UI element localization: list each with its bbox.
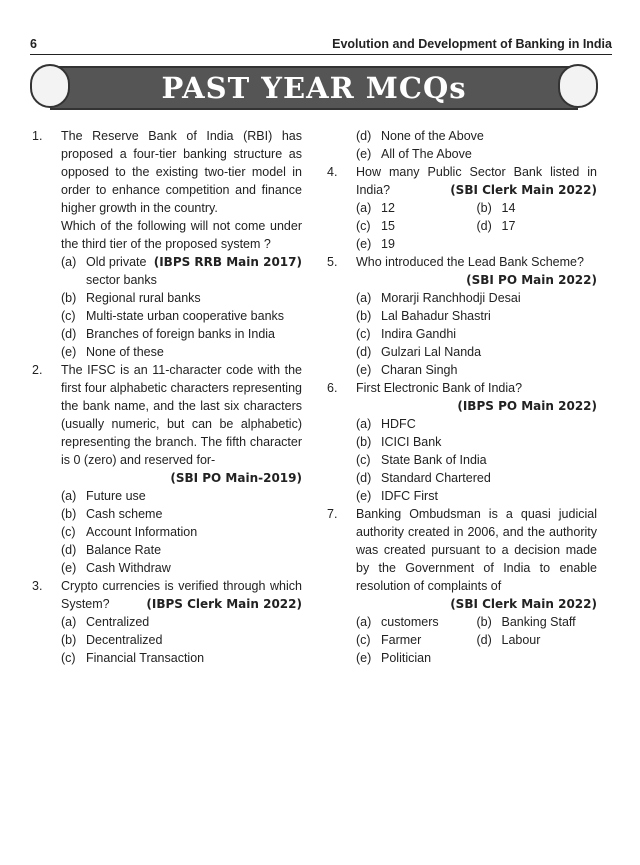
option-c: (c) 15 bbox=[356, 219, 395, 233]
question-text bbox=[61, 577, 302, 613]
option-b: (b) Decentralized bbox=[61, 633, 163, 647]
question-number: 5. bbox=[327, 255, 338, 269]
question-source: (SBI PO Main 2022) bbox=[466, 273, 597, 287]
page-number: 6 bbox=[30, 37, 37, 51]
option-a: (a) Morarji Ranchhodji Desai bbox=[356, 291, 521, 305]
option-b: (b) Cash scheme bbox=[61, 507, 163, 521]
option-b: (b) 14 bbox=[476, 201, 516, 215]
option-e: (e) 19 bbox=[356, 237, 395, 251]
options-grid bbox=[356, 613, 597, 667]
question-4 bbox=[325, 163, 597, 253]
question-7 bbox=[325, 505, 597, 667]
question-5 bbox=[325, 253, 597, 379]
question-1 bbox=[30, 127, 302, 361]
question-text: The Reserve Bank of India (RBI) has proposed a four-tier banking structure as opposed to the existing two-tier model in order to enhance competition and finance higher growth in the country. bbox=[61, 129, 302, 215]
option-c: (c) Financial Transaction bbox=[61, 651, 205, 665]
option-d: (d) Balance Rate bbox=[61, 543, 162, 557]
banner-left-cap bbox=[30, 64, 70, 108]
option-b: (b) Regional rural banks bbox=[61, 291, 201, 305]
option-b: (b) Banking Staff bbox=[476, 615, 576, 629]
option-d: (d) None of the Above bbox=[356, 129, 484, 143]
option-a: (a) Future use bbox=[61, 489, 146, 503]
question-3-continued bbox=[325, 127, 597, 163]
option-e: (e) Cash Withdraw bbox=[61, 561, 171, 575]
option-c: (c) Indira Gandhi bbox=[356, 327, 457, 341]
option-c: (c) Farmer bbox=[356, 633, 422, 647]
question-6 bbox=[325, 379, 597, 505]
question-source: (SBI PO Main-2019) bbox=[170, 471, 302, 485]
option-e: (e) Politician bbox=[356, 651, 432, 665]
question-text: First Electronic Bank of India? bbox=[356, 381, 523, 395]
question-source: (IBPS PO Main 2022) bbox=[457, 399, 597, 413]
option-e: (e) IDFC First bbox=[356, 489, 438, 503]
question-prompt-text: Which of the following will not come under the third tier of the proposed system ? bbox=[61, 219, 302, 251]
question-number: 7. bbox=[327, 507, 338, 521]
option-d: (d) 17 bbox=[476, 219, 516, 233]
option-c: (c) State Bank of India bbox=[356, 453, 487, 467]
option-d: (d) Labour bbox=[476, 633, 541, 647]
banner-title: PAST YEAR MCQs bbox=[161, 71, 467, 105]
question-text: How many Public Sector Bank listed in India? bbox=[356, 165, 597, 197]
option-e: (e) None of these bbox=[61, 345, 164, 359]
option-d: (d) Standard Chartered bbox=[356, 471, 491, 485]
question-2 bbox=[30, 361, 302, 577]
chapter-title: Evolution and Development of Banking in India bbox=[332, 37, 612, 51]
option-b: (b) Lal Bahadur Shastri bbox=[356, 309, 491, 323]
option-c: (c) Multi-state urban cooperative banks bbox=[61, 309, 285, 323]
right-column bbox=[325, 127, 597, 667]
options-grid bbox=[356, 199, 597, 253]
question-source: (SBI Clerk Main 2022) bbox=[450, 183, 597, 197]
banner-bar bbox=[50, 66, 578, 110]
left-column bbox=[30, 127, 302, 667]
option-a: (a) Centralized bbox=[61, 615, 150, 629]
option-a: (a) customers bbox=[356, 615, 439, 629]
question-source: (IBPS Clerk Main 2022) bbox=[146, 597, 302, 611]
page-header bbox=[30, 36, 612, 55]
question-number: 4. bbox=[327, 165, 338, 179]
section-banner bbox=[30, 64, 598, 108]
option-d: (d) Gulzari Lal Nanda bbox=[356, 345, 482, 359]
question-3 bbox=[30, 577, 302, 667]
question-number: 1. bbox=[32, 129, 43, 143]
option-b: (b) ICICI Bank bbox=[356, 435, 442, 449]
option-e: (e) Charan Singh bbox=[356, 363, 458, 377]
option-e: (e) All of The Above bbox=[356, 147, 472, 161]
question-number: 3. bbox=[32, 579, 43, 593]
question-number: 6. bbox=[327, 381, 338, 395]
option-a: (a) Old private sector banks bbox=[61, 255, 157, 287]
option-d: (d) Branches of foreign banks in India bbox=[61, 327, 276, 341]
option-a: (a) 12 bbox=[356, 201, 395, 215]
question-number: 2. bbox=[32, 363, 43, 377]
question-prompt bbox=[61, 217, 302, 269]
question-source: (SBI Clerk Main 2022) bbox=[450, 597, 597, 611]
banner-right-cap bbox=[558, 64, 598, 108]
question-text-body: Crypto currencies is verified through which System? bbox=[61, 579, 302, 611]
question-source: (IBPS RRB Main 2017) bbox=[153, 255, 302, 269]
question-text: Banking Ombudsman is a quasi judicial authority created in 2006, and the authority was created pursuant to a decision made by the Government of India to enable resolution of complaints of bbox=[356, 507, 597, 593]
question-text: Who introduced the Lead Bank Scheme? bbox=[356, 255, 584, 269]
option-a: (a) HDFC bbox=[356, 417, 416, 431]
question-text: The IFSC is an 11-character code with the first four alphabetic characters representing the bank name, and the last six characters (usually numeric, but can be alphabetic) representing the branch. The fifth character is 0 (zero) and reserved for- bbox=[61, 363, 302, 467]
option-c: (c) Account Information bbox=[61, 525, 198, 539]
